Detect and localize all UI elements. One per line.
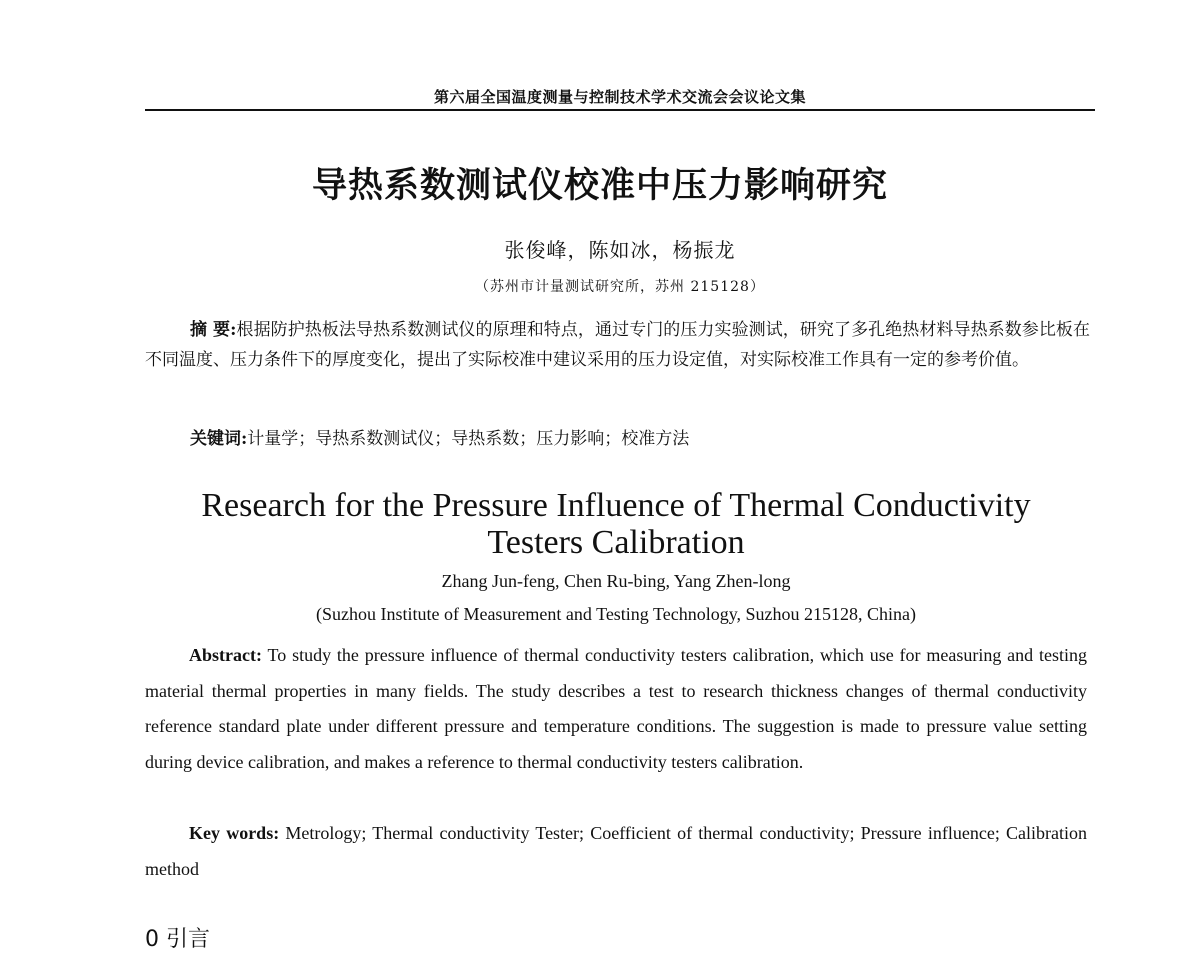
chinese-abstract-text: 根据防护热板法导热系数测试仪的原理和特点，通过专门的压力实验测试，研究了多孔绝热材料导热系数参比板在不同温度、压力条件下的厚度变化，提出了实际校准中建议采用的压力设定值，对实际校准工作具有一定的参考价值。 <box>145 320 1091 370</box>
chinese-keywords <box>145 424 1090 454</box>
english-keywords-label: Key words: <box>189 823 280 843</box>
english-abstract-text: To study the pressure influence of thermal conductivity testers calibration, which use for measuring and testing material thermal properties in many fields. The study describes a test to research thickness changes of thermal conductivity reference standard plate under different pressure and temperature conditions. The suggestion is made to pressure value setting during device calibration, and makes a reference to thermal conductivity testers calibration. <box>145 645 1087 772</box>
header-rule <box>145 109 1095 111</box>
chinese-authors: 张俊峰，陈如冰，杨振龙 <box>504 238 736 262</box>
chinese-keywords-label: 关键词: <box>190 429 248 449</box>
english-title <box>0 487 1200 561</box>
english-keywords-text: Metrology; Thermal conductivity Tester; Coefficient of thermal conductivity; Pressure influence; Calibration method <box>145 823 1088 879</box>
english-authors: Zhang Jun-feng, Chen Ru-bing, Yang Zhen-long <box>441 571 791 591</box>
english-keywords <box>145 816 1087 887</box>
chinese-title: 导热系数测试仪校准中压力影响研究 <box>311 166 888 206</box>
english-title-line2: Testers Calibration <box>487 524 745 561</box>
english-abstract-label: Abstract: <box>189 645 262 665</box>
running-header: 第六届全国温度测量与控制技术学术交流会会议论文集 <box>433 88 806 106</box>
chinese-abstract <box>145 315 1090 375</box>
english-title-line1: Research for the Pressure Influence of Thermal Conductivity <box>201 487 1031 524</box>
chinese-abstract-label: 摘 要: <box>190 320 237 340</box>
chinese-keywords-text: 计量学；导热系数测试仪；导热系数；压力影响；校准方法 <box>247 429 690 449</box>
english-abstract <box>145 638 1087 780</box>
chinese-affiliation: （苏州市计量测试研究所，苏州 215128） <box>475 279 765 295</box>
english-affiliation: (Suzhou Institute of Measurement and Testing Technology, Suzhou 215128, China) <box>315 604 917 624</box>
section-heading-introduction: 0 引言 <box>145 927 210 952</box>
